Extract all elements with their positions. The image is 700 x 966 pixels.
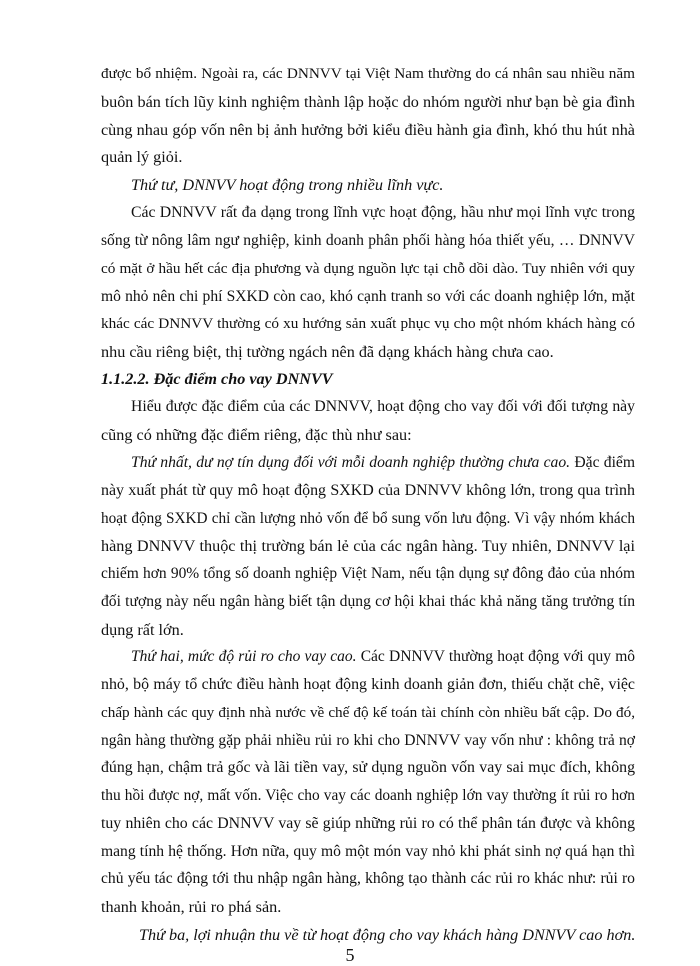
paragraph-line: thanh khoản, rủi ro phá sản. — [101, 898, 282, 916]
paragraph-line — [131, 646, 635, 668]
paragraph-line: chấp hành các quy định nhà nước về chế độ kế toán tài chính còn nhiều bất cập. Do đó, — [101, 704, 635, 721]
point-one-title: Thứ nhất, dư nợ tín dụng đối với mỗi doanh nghiệp thường chưa cao. — [131, 454, 571, 471]
paragraph-line: thu hồi được nợ, mất vốn. Việc cho vay các doanh nghiệp lớn vay thường ít rủi ro hơn — [101, 787, 635, 804]
paragraph-line: sống từ nông lâm ngư nghiệp, kinh doanh phân phối hàng hóa thiết yếu, … DNNVV — [101, 232, 635, 249]
subsection-title: Thứ tư, DNNVV hoạt động trong nhiều lĩnh vực. — [131, 176, 444, 194]
paragraph-line: chủ yếu tác động tới thu nhập ngân hàng, không tạo thành các rủi ro khác như: rủi ro — [101, 870, 635, 887]
paragraph-line: Hiểu được đặc điểm của các DNNVV, hoạt động cho vay đối với đối tượng này — [131, 398, 635, 415]
paragraph-line: nhỏ, bộ máy tổ chức điều hành hoạt động kinh doanh giản đơn, thiếu chặt chẽ, việc — [101, 676, 635, 693]
paragraph-line: khác các DNNVV thường có xu hướng sản xuất phục vụ cho một nhóm khách hàng có — [101, 315, 635, 332]
paragraph-line: đối tượng này nếu ngân hàng biết tận dụng cơ hội khai thác khả năng tăng trưởng tín — [101, 593, 635, 610]
paragraph-line: này xuất phát từ quy mô hoạt động SXKD của DNNVV không lớn, trong qua trình — [101, 482, 635, 499]
page-number: 5 — [345, 945, 355, 965]
paragraph-line: chiếm hơn 90% tổng số doanh nghiệp Việt Nam, nếu tận dụng sự đông đảo của nhóm — [101, 565, 635, 582]
paragraph-line: tuy nhiên cho các DNNVV vay sẽ giúp những rủi ro có thể phân tán được và không — [101, 815, 635, 832]
paragraph-line: quản lý giỏi. — [101, 148, 183, 166]
paragraph-line: dụng rất lớn. — [101, 621, 184, 639]
point-two-text: Các DNNVV thường hoạt động với quy mô — [360, 648, 636, 665]
point-one-text: Đặc điểm — [574, 454, 635, 471]
paragraph-line: được bổ nhiệm. Ngoài ra, các DNNVV tại Việt Nam thường do cá nhân sau nhiều năm — [101, 65, 635, 82]
paragraph-line: hoạt động SXKD chỉ cần lượng nhỏ vốn để bổ sung vốn lưu động. Vì vậy nhóm khách — [101, 510, 635, 527]
paragraph-line: cũng có những đặc điểm riêng, đặc thù như sau: — [101, 426, 412, 444]
paragraph-line: mang tính hệ thống. Hơn nữa, quy mô một món vay nhỏ khi phát sinh nợ quá hạn thì — [101, 843, 635, 860]
subsection-title: Thứ ba, lợi nhuận thu về từ hoạt động cho vay khách hàng DNNVV cao hơn. — [139, 926, 636, 944]
paragraph-line: Các DNNVV rất đa dạng trong lĩnh vực hoạt động, hầu như mọi lĩnh vực trong — [131, 204, 635, 221]
paragraph-line: nhu cầu riêng biệt, thị tường ngách nên đã dạng khách hàng chưa cao. — [101, 343, 554, 361]
section-heading: 1.1.2.2. Đặc điểm cho vay DNNVV — [101, 370, 333, 388]
paragraph-line: mô nhỏ nên chi phí SXKD còn cao, khó cạnh tranh so với các doanh nghiệp lớn, mặt — [101, 288, 635, 305]
paragraph-line: ngân hàng thường gặp phải nhiều rủi ro khi cho DNNVV vay vốn như : không trả nợ — [101, 732, 635, 749]
paragraph-line — [131, 452, 635, 474]
point-two-title: Thứ hai, mức độ rủi ro cho vay cao. — [131, 648, 357, 665]
paragraph-line: cùng nhau góp vốn nên bị ảnh hưởng bởi kiểu điều hành gia đình, khó thu hút nhà — [101, 121, 635, 139]
paragraph-line: hàng DNNVV thuộc thị trường bán lẻ của các ngân hàng. Tuy nhiên, DNNVV lại — [101, 537, 635, 555]
paragraph-line: buôn bán tích lũy kinh nghiệm thành lập hoặc do nhóm người như bạn bè gia đình — [101, 93, 635, 111]
paragraph-line: có mặt ở hầu hết các địa phương và dụng nguồn lực tại chỗ dồi dào. Tuy nhiên với quy — [101, 260, 635, 277]
paragraph-line: đúng hạn, chậm trả gốc và lãi tiền vay, sử dụng nguồn vốn vay sai mục đích, không — [101, 759, 635, 776]
